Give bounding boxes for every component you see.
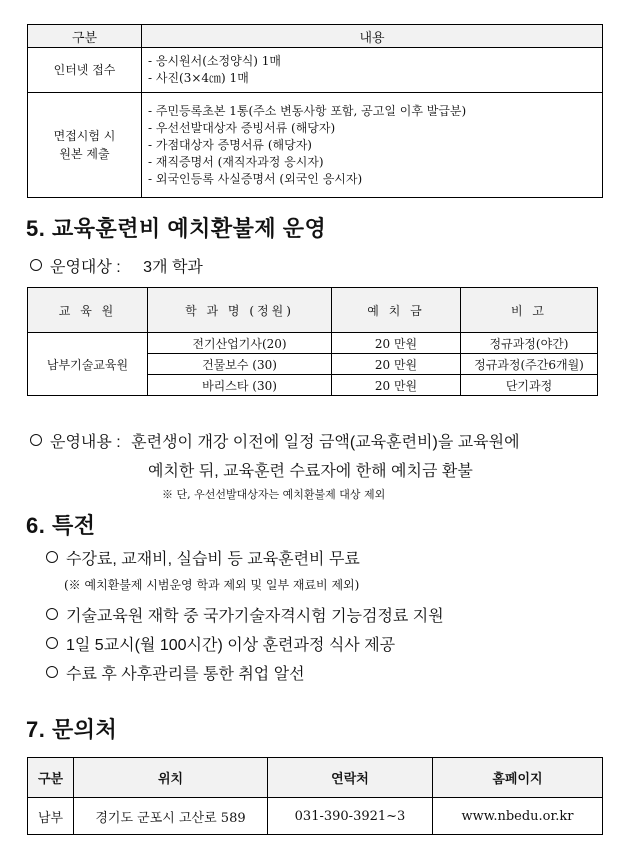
benefit-item [46, 603, 444, 626]
category-label: 인터넷 접수 [53, 63, 116, 77]
list-item: - 우선선발대상자 증빙서류 (해당자) [148, 120, 336, 135]
table-row [28, 333, 598, 354]
list-item: - 사진(3×4㎝) 1매 [148, 71, 249, 85]
content-line-1 [30, 429, 520, 452]
target-value: 3개 학과 [143, 259, 203, 276]
table-row [28, 48, 603, 93]
header-homepage: 홈페이지 [433, 758, 603, 798]
documents-table [27, 24, 603, 198]
phone-cell: 031-390-3921~3 [268, 798, 433, 835]
deposit-cell: 20 만원 [332, 354, 461, 375]
course-cell: 바리스타 (30) [148, 375, 332, 396]
benefit-note: (※ 예치환불제 시범운영 학과 제외 및 일부 재료비 제외) [64, 578, 360, 592]
benefit-item [46, 661, 305, 684]
deposit-cell: 20 만원 [332, 333, 461, 354]
content-text-1: 훈련생이 개강 이전에 일정 금액(교육훈련비)을 교육원에 [131, 434, 520, 451]
deposit-table [27, 287, 598, 396]
header-org: 교 육 원 [28, 288, 148, 333]
course-cell: 전기산업기사(20) [148, 333, 332, 354]
header-location: 위치 [74, 758, 268, 798]
section6-title: 6. 특전 [26, 513, 96, 538]
benefit-text: 수강료, 교재비, 실습비 등 교육훈련비 무료 [66, 551, 360, 568]
benefit-item [46, 632, 395, 655]
note-cell: 정규과정(주간6개월) [461, 354, 598, 375]
items-cell [142, 93, 603, 198]
circle-bullet-icon [30, 434, 42, 446]
deposit-cell: 20 만원 [332, 375, 461, 396]
circle-bullet-icon [46, 637, 58, 649]
category-label: 면접시험 시 [53, 129, 116, 143]
list-item: - 외국인등록 사실증명서 (외국인 응시자) [148, 171, 363, 186]
benefit-text: 1일 5교시(월 100시간) 이상 훈련과정 식사 제공 [66, 637, 396, 654]
note-cell: 단기과정 [461, 375, 598, 396]
circle-bullet-icon [46, 551, 58, 563]
list-item: - 재직증명서 (재직자과정 응시자) [148, 154, 324, 169]
location-cell: 경기도 군포시 고산로 589 [74, 798, 268, 835]
org-cell: 남부기술교육원 [28, 333, 148, 396]
category-cell [28, 48, 142, 93]
section5-title: 5. 교육훈련비 예치환불제 운영 [26, 216, 327, 241]
list-item: - 가점대상자 증명서류 (해당자) [148, 137, 312, 152]
table-row [28, 798, 603, 835]
header-content: 내용 [142, 25, 603, 48]
target-label: 운영대상 : [50, 259, 121, 276]
header-contact: 연락처 [268, 758, 433, 798]
circle-bullet-icon [30, 259, 42, 271]
content-label: 운영내용 : [50, 434, 121, 451]
category-label: 원본 제출 [59, 147, 110, 161]
benefit-text: 수료 후 사후관리를 통한 취업 알선 [66, 666, 305, 683]
circle-bullet-icon [46, 608, 58, 620]
note-cell: 정규과정(야간) [461, 333, 598, 354]
list-item: - 응시원서(소정양식) 1매 [148, 54, 282, 68]
header-deposit: 예 치 금 [332, 288, 461, 333]
items-cell [142, 48, 603, 93]
table-row [28, 93, 603, 198]
circle-bullet-icon [46, 666, 58, 678]
header-note: 비 고 [461, 288, 598, 333]
header-course: 학 과 명 (정원) [148, 288, 332, 333]
homepage-link[interactable]: www.nbedu.or.kr [433, 798, 603, 835]
header-category: 구분 [28, 25, 142, 48]
section7-title: 7. 문의처 [26, 717, 118, 742]
target-line [30, 254, 203, 277]
contact-table [27, 757, 603, 835]
list-item: - 주민등록초본 1통(주소 변동사항 포함, 공고일 이후 발급분) [148, 103, 467, 118]
category-cell [28, 93, 142, 198]
course-cell: 건물보수 (30) [148, 354, 332, 375]
content-note: ※ 단, 우선선발대상자는 예치환불제 대상 제외 [162, 488, 386, 501]
content-text-2: 예치한 뒤, 교육훈련 수료자에 한해 예치금 환불 [148, 463, 473, 480]
header-division: 구분 [28, 758, 74, 798]
benefit-item [46, 546, 360, 569]
division-cell: 남부 [28, 798, 74, 835]
benefit-text: 기술교육원 재학 중 국가기술자격시험 기능검정료 지원 [66, 608, 444, 625]
